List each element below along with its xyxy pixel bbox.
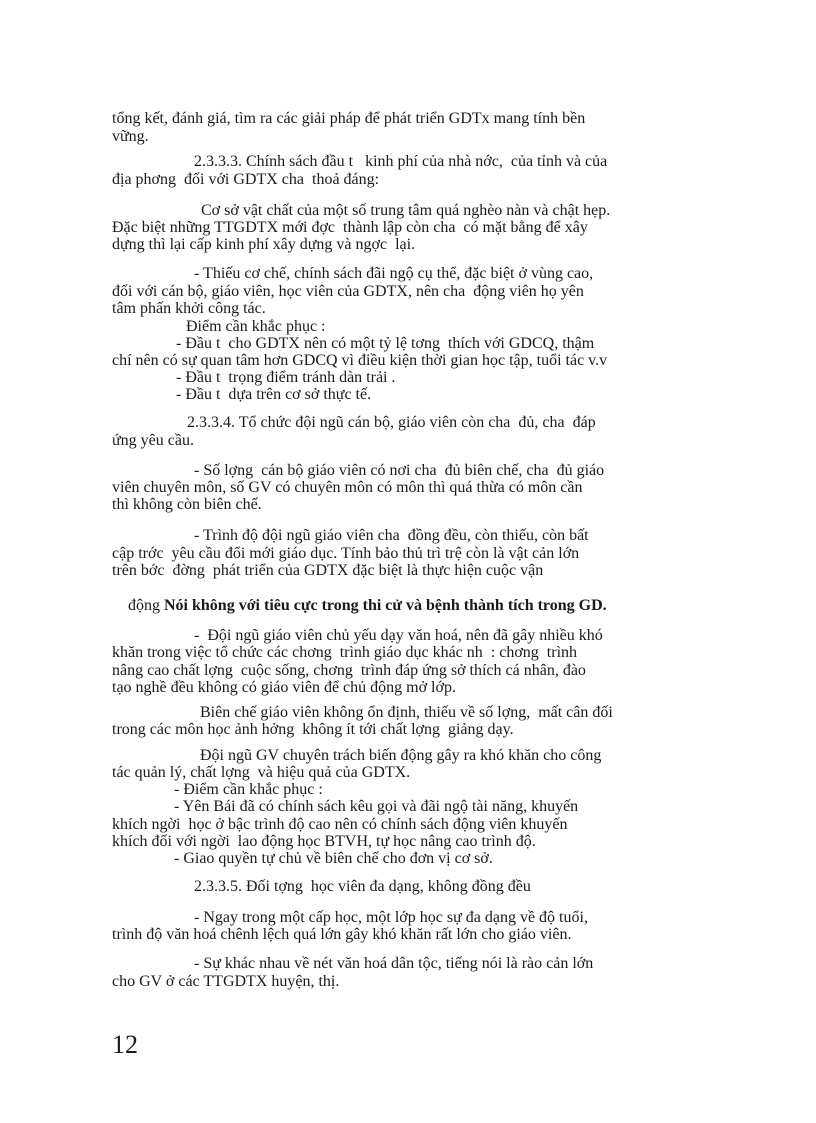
paragraph-line: Biên chế giáo viên không ổn định, thiếu về số lợng, mất cân đối bbox=[200, 704, 613, 721]
paragraph-line: trên bớc đờng phát triển của GDTX đặc biệt là thực hiện cuộc vận bbox=[112, 562, 544, 579]
paragraph-line: - Sự khác nhau về nét văn hoá dân tộc, tiếng nói là rào cản lớn bbox=[194, 955, 594, 972]
paragraph-line: - Trình độ đội ngũ giáo viên cha đồng đều, còn thiếu, còn bất bbox=[194, 527, 589, 544]
paragraph-line: tạo nghề đều không có giáo viên để chủ động mở lớp. bbox=[112, 679, 456, 696]
paragraph-line: khích ngời học ở bậc trình độ cao nên có chính sách động viên khuyến bbox=[112, 816, 568, 833]
paragraph-line: vững. bbox=[112, 128, 149, 145]
page-number: 12 bbox=[112, 1030, 138, 1059]
section-heading-2-3-3-4: 2.3.3.4. Tổ chức đội ngũ cán bộ, giáo viên còn cha đủ, cha đáp bbox=[187, 414, 596, 431]
paragraph-line: tâm phấn khởi công tác. bbox=[112, 300, 266, 317]
paragraph-line: viên chuyên môn, số GV có chuyên môn có môn thì quá thừa có môn cần bbox=[112, 479, 583, 496]
paragraph-line: cập trớc yêu cầu đổi mới giáo dục. Tính bảo thủ trì trệ còn là vật cản lớn bbox=[112, 545, 580, 562]
paragraph-line: - Giao quyền tự chủ về biên chế cho đơn vị cơ sở. bbox=[174, 850, 493, 867]
paragraph-line: dựng thì lại cấp kinh phí xây dựng và ngợc lại. bbox=[112, 236, 416, 253]
paragraph-line: Cơ sở vật chất của một số trung tâm quá nghèo nàn và chật hẹp. bbox=[201, 202, 611, 219]
paragraph-line: tổng kết, đánh giá, tìm ra các giải pháp để phát triển GDTx mang tính bền bbox=[112, 110, 586, 127]
paragraph-line: thì không còn biên chế. bbox=[112, 496, 262, 513]
paragraph-line: - Đầu t cho GDTX nên có một tỷ lệ tơng thích với GDCQ, thậm bbox=[176, 335, 595, 352]
paragraph-line: - Đầu t trọng điểm tránh dàn trải . bbox=[176, 369, 396, 386]
section-heading-2-3-3-3: 2.3.3.3. Chính sách đầu t kinh phí của nhà nớc, của tỉnh và của bbox=[194, 153, 608, 170]
paragraph-line: - Số lợng cán bộ giáo viên có nơi cha đủ biên chế, cha đủ giáo bbox=[194, 462, 605, 479]
paragraph-line: - Điểm cần khắc phục : bbox=[174, 781, 323, 798]
paragraph-line: đối với cán bộ, giáo viên, học viên của GDTX, nên cha động viên họ yên bbox=[112, 283, 584, 300]
paragraph-line: Đội ngũ GV chuyên trách biến động gây ra khó khăn cho công bbox=[200, 747, 602, 764]
paragraph-line: ứng yêu cầu. bbox=[112, 432, 194, 449]
paragraph-line: động bbox=[128, 597, 160, 614]
paragraph-line: nâng cao chất lợng cuộc sống, chơng trình đáp ứng sở thích cá nhân, đào bbox=[112, 662, 586, 679]
paragraph-line: - Ngay trong một cấp học, một lớp học sự đa dạng về độ tuổi, bbox=[194, 909, 588, 926]
paragraph-line: khăn trong việc tổ chức các chơng trình giáo dục khác nh : chơng trình bbox=[112, 644, 578, 661]
paragraph-line: Đặc biệt những TTGDTX mới đợc thành lập còn cha có mặt bằng để xây bbox=[112, 219, 588, 236]
paragraph-line: - Đầu t dựa trên cơ sở thực tế. bbox=[176, 386, 372, 403]
paragraph-line: - Đội ngũ giáo viên chủ yếu dạy văn hoá, nên đã gây nhiều khó bbox=[194, 627, 603, 644]
paragraph-line: cho GV ở các TTGDTX huyện, thị. bbox=[112, 973, 340, 990]
paragraph-line: Điểm cần khắc phục : bbox=[186, 318, 326, 335]
section-heading-2-3-3-5: 2.3.3.5. Đối tợng học viên đa dạng, không đồng đều bbox=[194, 878, 531, 895]
paragraph-line-mixed bbox=[112, 579, 607, 633]
paragraph-line: - Thiếu cơ chế, chính sách đãi ngộ cụ thể, đặc biệt ở vùng cao, bbox=[194, 265, 594, 282]
paragraph-line: khích đối với ngời lao động học BTVH, tự học nâng cao trình độ. bbox=[112, 833, 536, 850]
paragraph-line: - Yên Bái đã có chính sách kêu gọi và đãi ngộ tài năng, khuyến bbox=[174, 798, 579, 815]
paragraph-line: địa phơng đối với GDTX cha thoả đáng: bbox=[112, 171, 380, 188]
campaign-name-bold: Nói không với tiêu cực trong thi cử và bệnh thành tích trong GD. bbox=[160, 597, 607, 614]
paragraph-line: tác quản lý, chất lợng và hiệu quả của GDTX. bbox=[112, 764, 411, 781]
paragraph-line: trong các môn học ảnh hởng không ít tới chất lợng giảng dạy. bbox=[112, 721, 514, 738]
paragraph-line: chí nên có sự quan tâm hơn GDCQ vì điều kiện thời gian học tập, tuổi tác v.v bbox=[112, 352, 608, 369]
paragraph-line: trình độ văn hoá chênh lệch quá lớn gây khó khăn rất lớn cho giáo viên. bbox=[112, 926, 572, 943]
